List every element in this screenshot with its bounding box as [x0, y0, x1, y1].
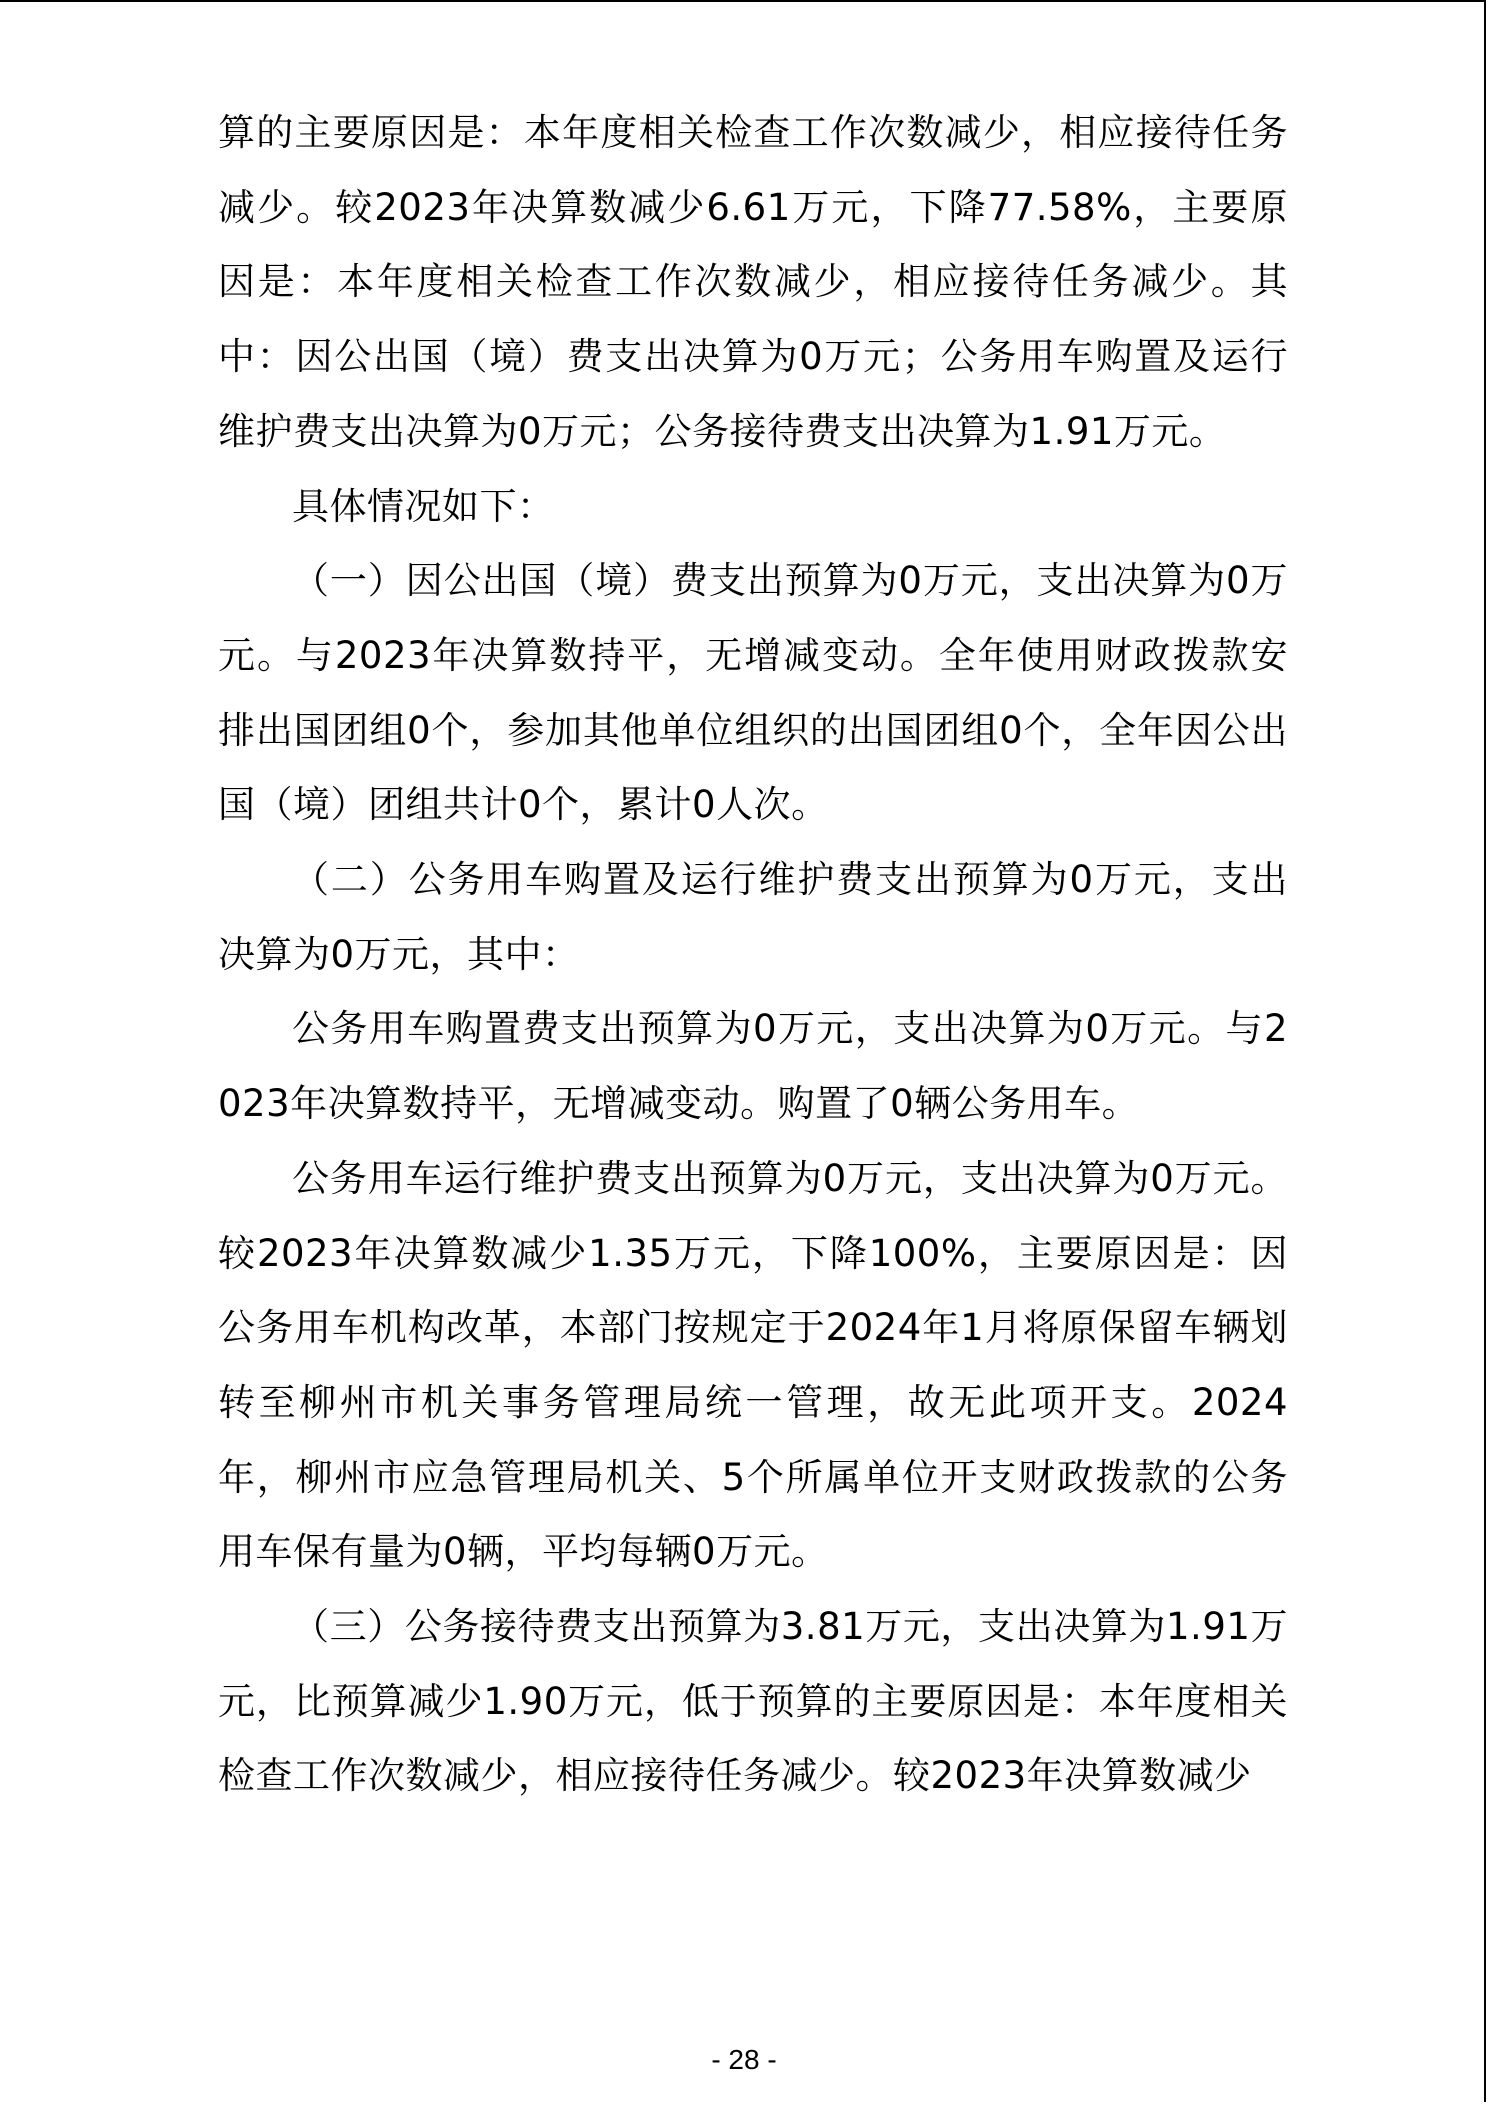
paragraph-1: 算的主要原因是：本年度相关检查工作次数减少，相应接待任务减少。较2023年决算数减少6.61万元，下降77.58%，主要原因是：本年度相关检查工作次数减少，相应接待任务减少。其中：因公出国（境）费支出决算为0万元；公务用车购置及运行维护费支出决算为0万元；公务接待费支出决算为1.91万元。: [218, 111, 1288, 453]
paragraph-6: 公务用车运行维护费支出预算为0万元，支出决算为0万元。较2023年决算数减少1.35万元，下降100%，主要原因是：因公务用车机构改革，本部门按规定于2024年1月将原保留车辆划转至柳州市机关事务管理局统一管理，故无此项开支。2024年，柳州市应急管理局机关、5个所属单位开支财政拨款的公务用车保有量为0辆，平均每辆0万元。: [218, 1156, 1288, 1574]
paragraph-4: （二）公务用车购置及运行维护费支出预算为0万元，支出决算为0万元，其中：: [218, 858, 1288, 976]
paragraph-3: （一）因公出国（境）费支出预算为0万元，支出决算为0万元。与2023年决算数持平，无增减变动。全年使用财政拨款安排出国团组0个，参加其他单位组织的出国团组0个，全年因公出国（境）团组共计0个，累计0人次。: [218, 559, 1288, 827]
paragraph-2: 具体情况如下：: [292, 484, 555, 528]
page-number: - 28 -: [711, 2044, 777, 2075]
paragraph-5: 公务用车购置费支出预算为0万元，支出决算为0万元。与2023年决算数持平，无增减变动。购置了0辆公务用车。: [218, 1007, 1288, 1126]
document-body: [218, 96, 1288, 1814]
paragraph-7: （三）公务接待费支出预算为3.81万元，支出决算为1.91万元，比预算减少1.90万元，低于预算的主要原因是：本年度相关检查工作次数减少，相应接待任务减少。较2023年决算数减少: [218, 1605, 1288, 1798]
